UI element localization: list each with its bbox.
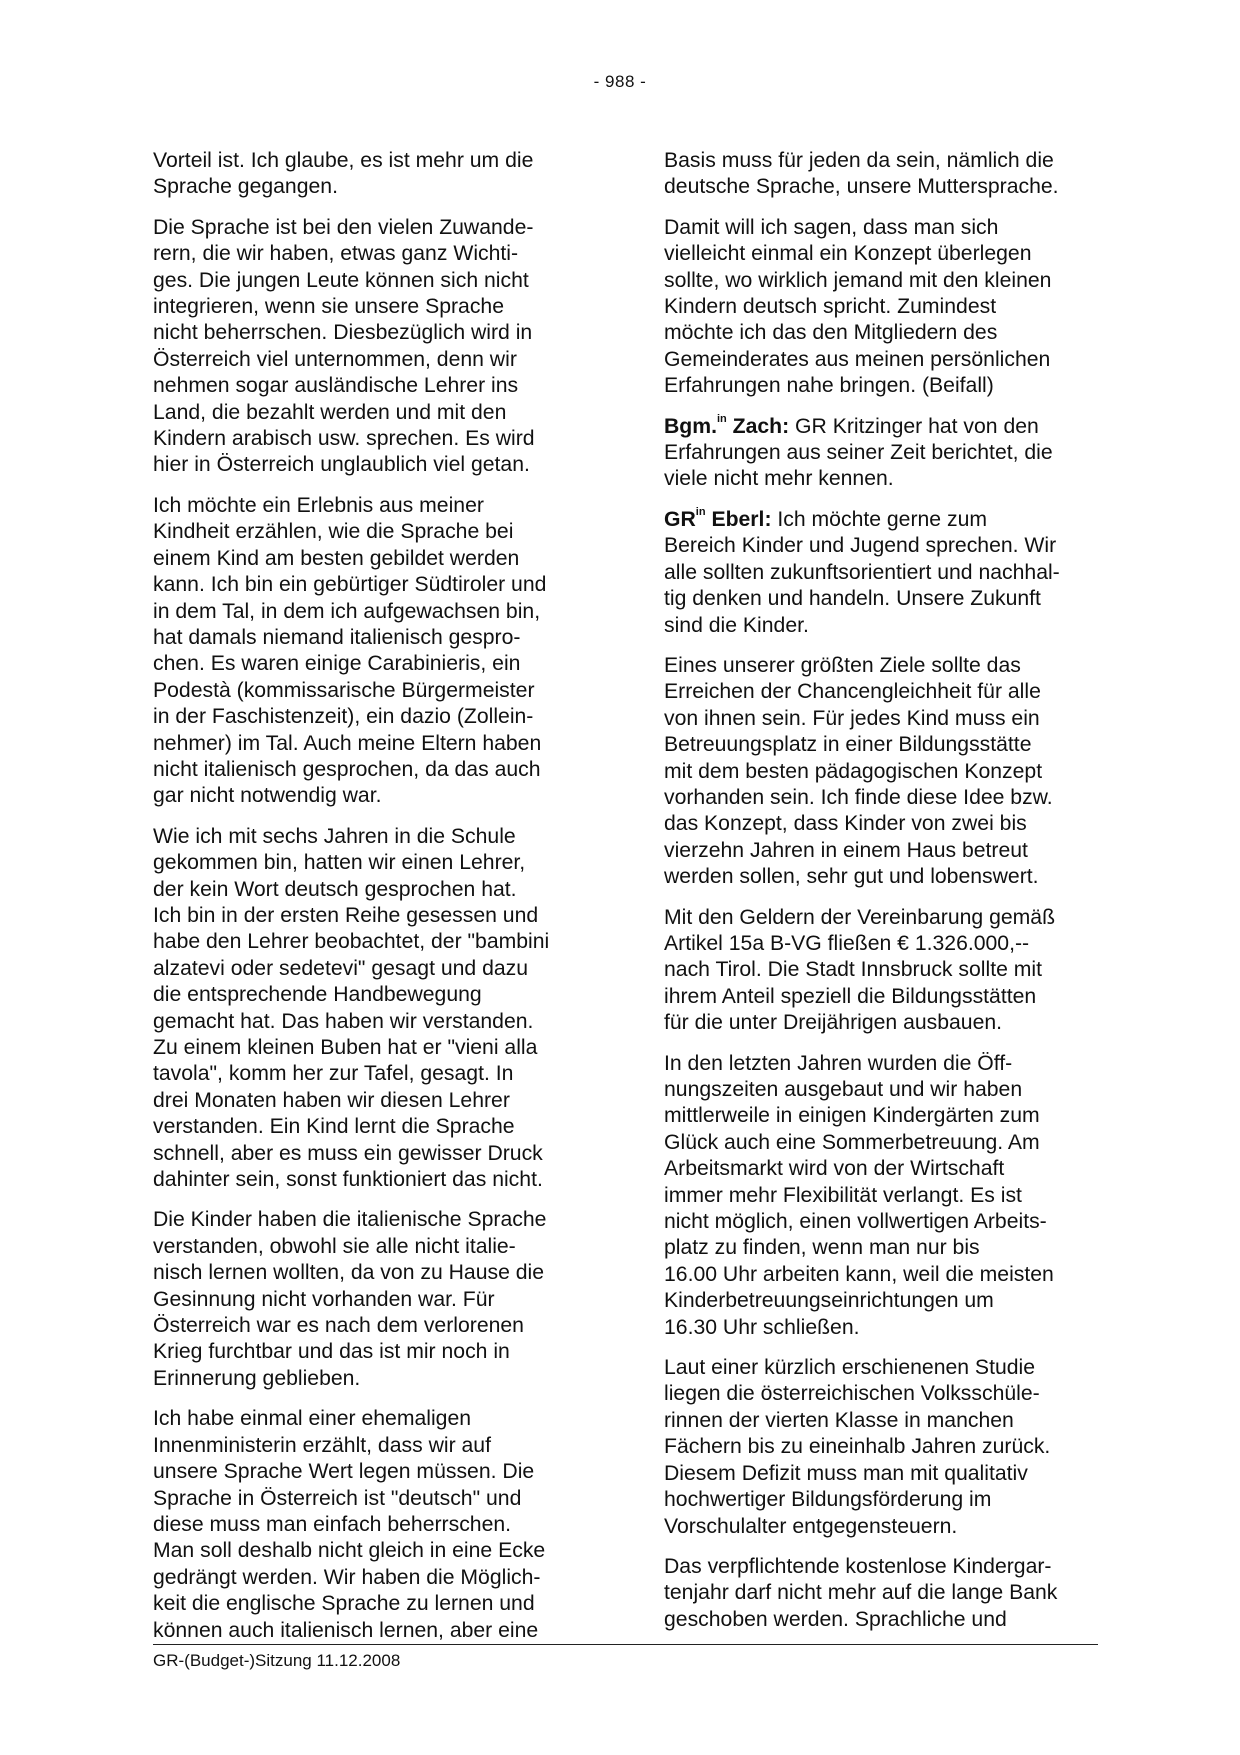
paragraph: Ich habe einmal einer ehemaligen Innenministerin erzählt, dass wir auf unsere Sprache Wert legen müssen. Die Sprache in Österreich ist "deutsch" und diese muss man einfach beherrschen. Man soll deshalb nicht gleich in eine Ecke gedrängt werden. Wir haben die Möglich- keit die englische Sprache zu lernen und können auch italienisch lernen, aber eine: [153, 1407, 546, 1642]
speech-text: GR Kritzinger hat von den Erfahrungen aus seiner Zeit berichtet, die viele nicht mehr kennen.: [664, 414, 1053, 491]
speaker-prefix: Bgm.: [664, 414, 717, 438]
paragraph: Ich möchte ein Erlebnis aus meiner Kindheit erzählen, wie die Sprache bei einem Kind am besten gebildet werden kann. Ich bin ein gebürtiger Südtiroler und in dem Tal, in dem ich aufgewachsen bin, hat damals niemand italienisch gespro- chen. Es waren einige Carabinieris, ein Podestà (kommissarische Bürgermeister in der Faschistenzeit), ein dazio (Zollein- nehmer) im Tal. Auch meine Eltern haben nicht italienisch gesprochen, da das auch gar nicht notwendig war.: [153, 493, 547, 808]
footer-session-label: GR-(Budget-)Sitzung 11.12.2008: [153, 1651, 401, 1670]
speaker-superscript: in: [695, 505, 706, 518]
speaker-label-eberl: [664, 505, 772, 531]
paragraph: Die Kinder haben die italienische Sprache verstanden, obwohl sie alle nicht italie- nisch lernen wollten, da von zu Hause die Gesinnung nicht vorhanden war. Für Österreich war es nach dem verlorenen Krieg furchtbar und das ist mir noch in Erinnerung geblieben.: [153, 1208, 547, 1390]
speech-text: Ich möchte gerne zum Bereich Kinder und Jugend sprechen. Wir alle sollten zukunftsorientiert und nachhal- tig denken und handeln. Unsere Zukunft sind die Kinder.: [664, 507, 1060, 637]
speaker-label-zach: [664, 412, 790, 438]
paragraph: Das verpflichtende kostenlose Kindergar- tenjahr darf nicht mehr auf die lange Bank geschoben werden. Sprachliche und: [664, 1554, 1058, 1631]
speaker-superscript: in: [716, 412, 727, 425]
speaker-prefix: GR: [664, 507, 696, 531]
paragraph: Basis muss für jeden da sein, nämlich die deutsche Sprache, unsere Muttersprache.: [664, 149, 1059, 199]
speaker-paragraph-zach: [664, 414, 1102, 493]
paragraph: In den letzten Jahren wurden die Öff- nungszeiten ausgebaut und wir haben mittlerweile in einigen Kindergärten zum Glück auch eine Sommerbetreuung. Am Arbeitsmarkt wird von der Wirtschaft immer mehr Flexibilität verlangt. Es ist nicht möglich, einen vollwertigen Arbeits- platz zu finden, wenn man nur bis 16.00 Uhr arbeiten kann, weil die meisten Kinderbetreuungseinrichtungen um 16.30 Uhr schließen.: [664, 1051, 1054, 1339]
paragraph: Laut einer kürzlich erschienenen Studie liegen die österreichischen Volksschüle- rinnen der vierten Klasse in manchen Fächern bis zu eineinhalb Jahren zurück. Diesem Defizit muss man mit qualitativ hochwertiger Bildungsförderung im Vorschulalter entgegensteuern.: [664, 1356, 1051, 1538]
speaker-paragraph-eberl: [664, 507, 1102, 639]
paragraph: Die Sprache ist bei den vielen Zuwande- rern, die wir haben, etwas ganz Wichti- ges. Die jungen Leute können sich nicht integrieren, wenn sie unsere Sprache nicht beherrschen. Diesbezüglich wird in Österreich viel unternommen, denn wir nehmen sogar ausländische Lehrer ins Land, die bezahlt werden und mit den Kindern arabisch usw. sprechen. Es wird hier in Österreich unglaublich viel getan.: [153, 215, 535, 477]
paragraph: Damit will ich sagen, dass man sich vielleicht einmal ein Konzept überlegen sollte, wo wirklich jemand mit den kleinen Kindern deutsch spricht. Zumindest möchte ich das den Mitgliedern des Gemeinderates aus meinen persönlichen Erfahrungen nahe bringen. (Beifall): [664, 215, 1052, 398]
left-column: [153, 148, 591, 1658]
page-number: - 988 -: [593, 72, 647, 91]
right-column: [664, 148, 1102, 1647]
speaker-name: Eberl:: [705, 507, 772, 531]
paragraph: Mit den Geldern der Vereinbarung gemäß Artikel 15a B-VG fließen € 1.326.000,-- nach Tirol. Die Stadt Innsbruck sollte mit ihrem Anteil speziell die Bildungsstätten für die unter Dreijährigen ausbauen.: [664, 905, 1056, 1035]
speaker-name: Zach:: [726, 414, 790, 438]
footer-divider: [153, 1644, 1098, 1645]
paragraph: Eines unserer größten Ziele sollte das Erreichen der Chancengleichheit für alle von ihnen sein. Für jedes Kind muss ein Betreuungsplatz in einer Bildungsstätte mit dem besten pädagogischen Konzept vorhanden sein. Ich finde diese Idee bzw. das Konzept, dass Kinder von zwei bis vierzehn Jahren in einem Haus betreut werden sollen, sehr gut und lobenswert.: [664, 653, 1053, 889]
paragraph: Wie ich mit sechs Jahren in die Schule gekommen bin, hatten wir einen Lehrer, der kein Wort deutsch gesprochen hat. Ich bin in der ersten Reihe gesessen und habe den Lehrer beobachtet, der "bambini alzatevi oder sedetevi" gesagt und dazu die entsprechende Handbewegung gemacht hat. Das haben wir verstanden. Zu einem kleinen Buben hat er "vieni alla tavola", komm her zur Tafel, gesagt. In drei Monaten haben wir diesen Lehrer verstanden. Ein Kind lernt die Sprache schnell, aber es muss ein gewisser Druck dahinter sein, sonst funktioniert das nicht.: [153, 824, 550, 1192]
paragraph: Vorteil ist. Ich glaube, es ist mehr um die Sprache gegangen.: [153, 149, 534, 199]
